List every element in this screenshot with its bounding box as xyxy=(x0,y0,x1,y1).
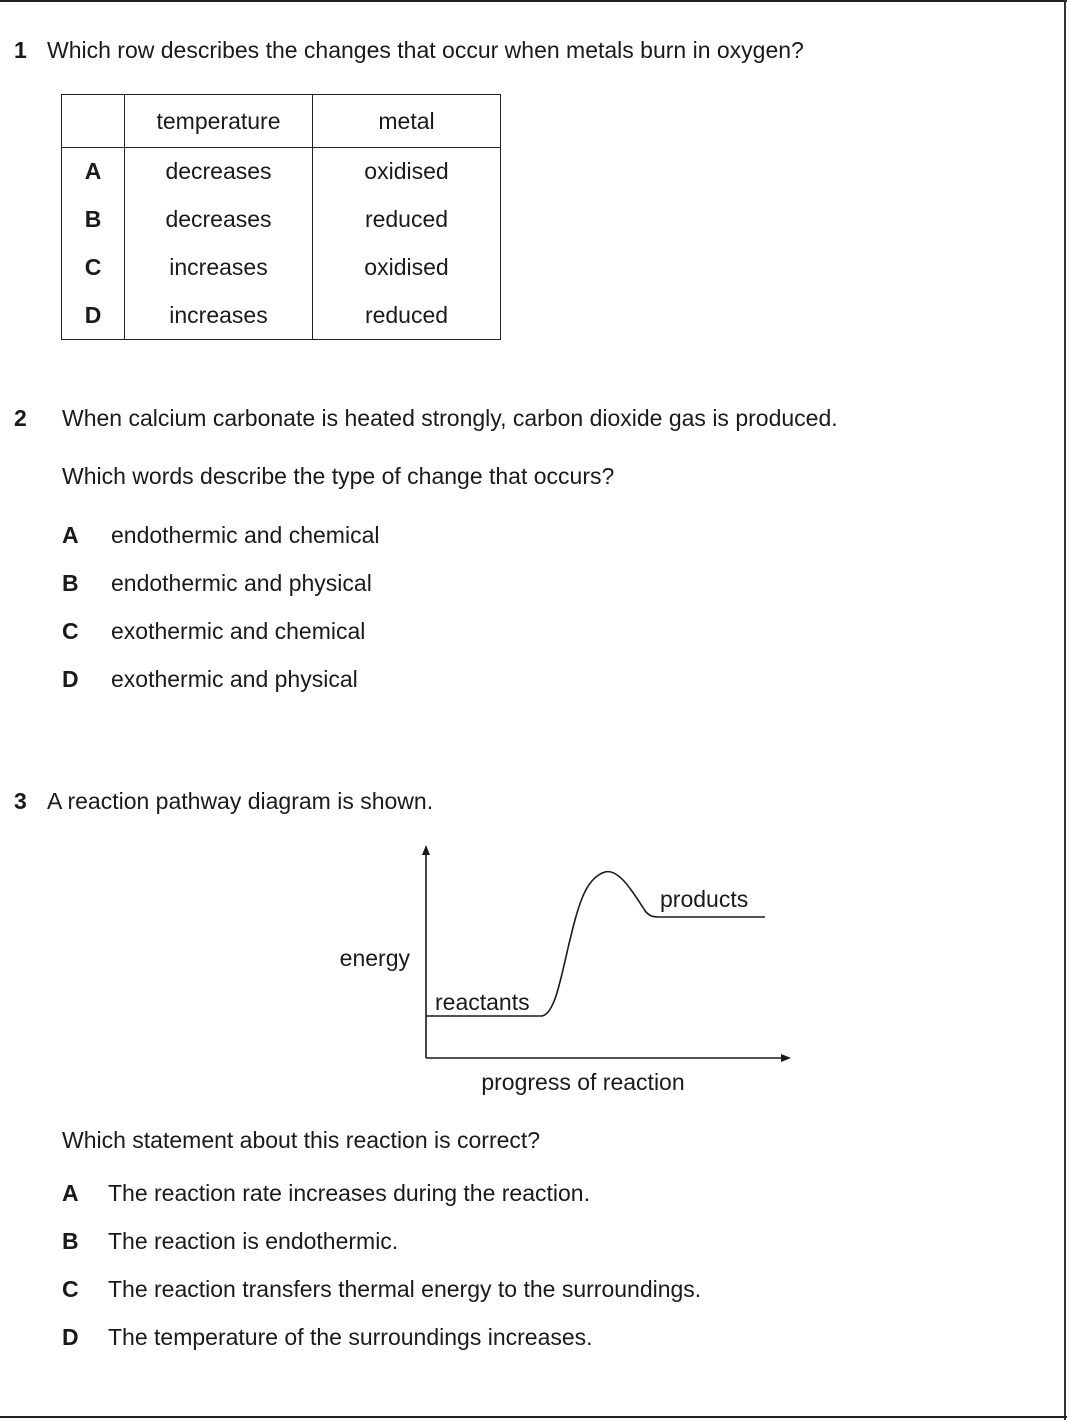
q2-number: 2 xyxy=(14,405,27,431)
y-axis-label: energy xyxy=(339,945,410,971)
table-header-blank xyxy=(62,95,125,148)
row-letter: D xyxy=(62,292,125,340)
q2-option-text-b: endothermic and physical xyxy=(111,570,372,596)
q3-option-text-c: The reaction transfers thermal energy to the surroundings. xyxy=(108,1276,702,1302)
row-metal: reduced xyxy=(313,196,501,244)
reactants-label: reactants xyxy=(435,989,530,1015)
q3-option-text-a: The reaction rate increases during the reaction. xyxy=(108,1180,590,1206)
right-border xyxy=(1064,0,1066,1420)
q2-option-letter-b: B xyxy=(62,570,79,596)
q2-option-text-a: endothermic and chemical xyxy=(111,522,380,548)
row-temperature: increases xyxy=(125,244,313,292)
table-row xyxy=(62,292,501,340)
row-letter: C xyxy=(62,244,125,292)
row-temperature: increases xyxy=(125,292,313,340)
q2-option-letter-d: D xyxy=(62,666,79,692)
q1-answer-table xyxy=(61,94,501,340)
q1-question: Which row describes the changes that occur when metals burn in oxygen? xyxy=(47,37,804,63)
row-letter: B xyxy=(62,196,125,244)
table-row xyxy=(62,196,501,244)
q2-option-letter-a: A xyxy=(62,522,79,548)
products-label: products xyxy=(660,886,749,912)
q3-intro: A reaction pathway diagram is shown. xyxy=(47,788,434,814)
q3-question: Which statement about this reaction is correct? xyxy=(62,1127,541,1153)
q3-option-letter-c: C xyxy=(62,1276,79,1302)
x-axis-label: progress of reaction xyxy=(481,1069,685,1095)
table-header-metal: metal xyxy=(313,95,501,148)
table-header-temperature: temperature xyxy=(125,95,313,148)
bottom-border xyxy=(0,1416,1067,1418)
row-temperature: decreases xyxy=(125,148,313,196)
q3-option-letter-b: B xyxy=(62,1228,79,1254)
q2-option-text-c: exothermic and chemical xyxy=(111,618,366,644)
row-letter: A xyxy=(62,148,125,196)
reaction-pathway-diagram xyxy=(320,838,800,1108)
row-metal: oxidised xyxy=(313,148,501,196)
table-row xyxy=(62,148,501,196)
table-header-row xyxy=(62,95,501,148)
q3-option-letter-d: D xyxy=(62,1324,79,1350)
table-row xyxy=(62,244,501,292)
q2-option-letter-c: C xyxy=(62,618,79,644)
top-border xyxy=(0,0,1067,2)
row-metal: reduced xyxy=(313,292,501,340)
q3-option-letter-a: A xyxy=(62,1180,79,1206)
q1-number: 1 xyxy=(14,37,27,63)
q2-question: Which words describe the type of change that occurs? xyxy=(62,463,615,489)
q2-intro: When calcium carbonate is heated strongly, carbon dioxide gas is produced. xyxy=(62,405,838,431)
q3-option-text-b: The reaction is endothermic. xyxy=(108,1228,399,1254)
q2-option-text-d: exothermic and physical xyxy=(111,666,358,692)
row-metal: oxidised xyxy=(313,244,501,292)
q3-number: 3 xyxy=(14,788,27,814)
q3-option-text-d: The temperature of the surroundings increases. xyxy=(108,1324,593,1350)
row-temperature: decreases xyxy=(125,196,313,244)
